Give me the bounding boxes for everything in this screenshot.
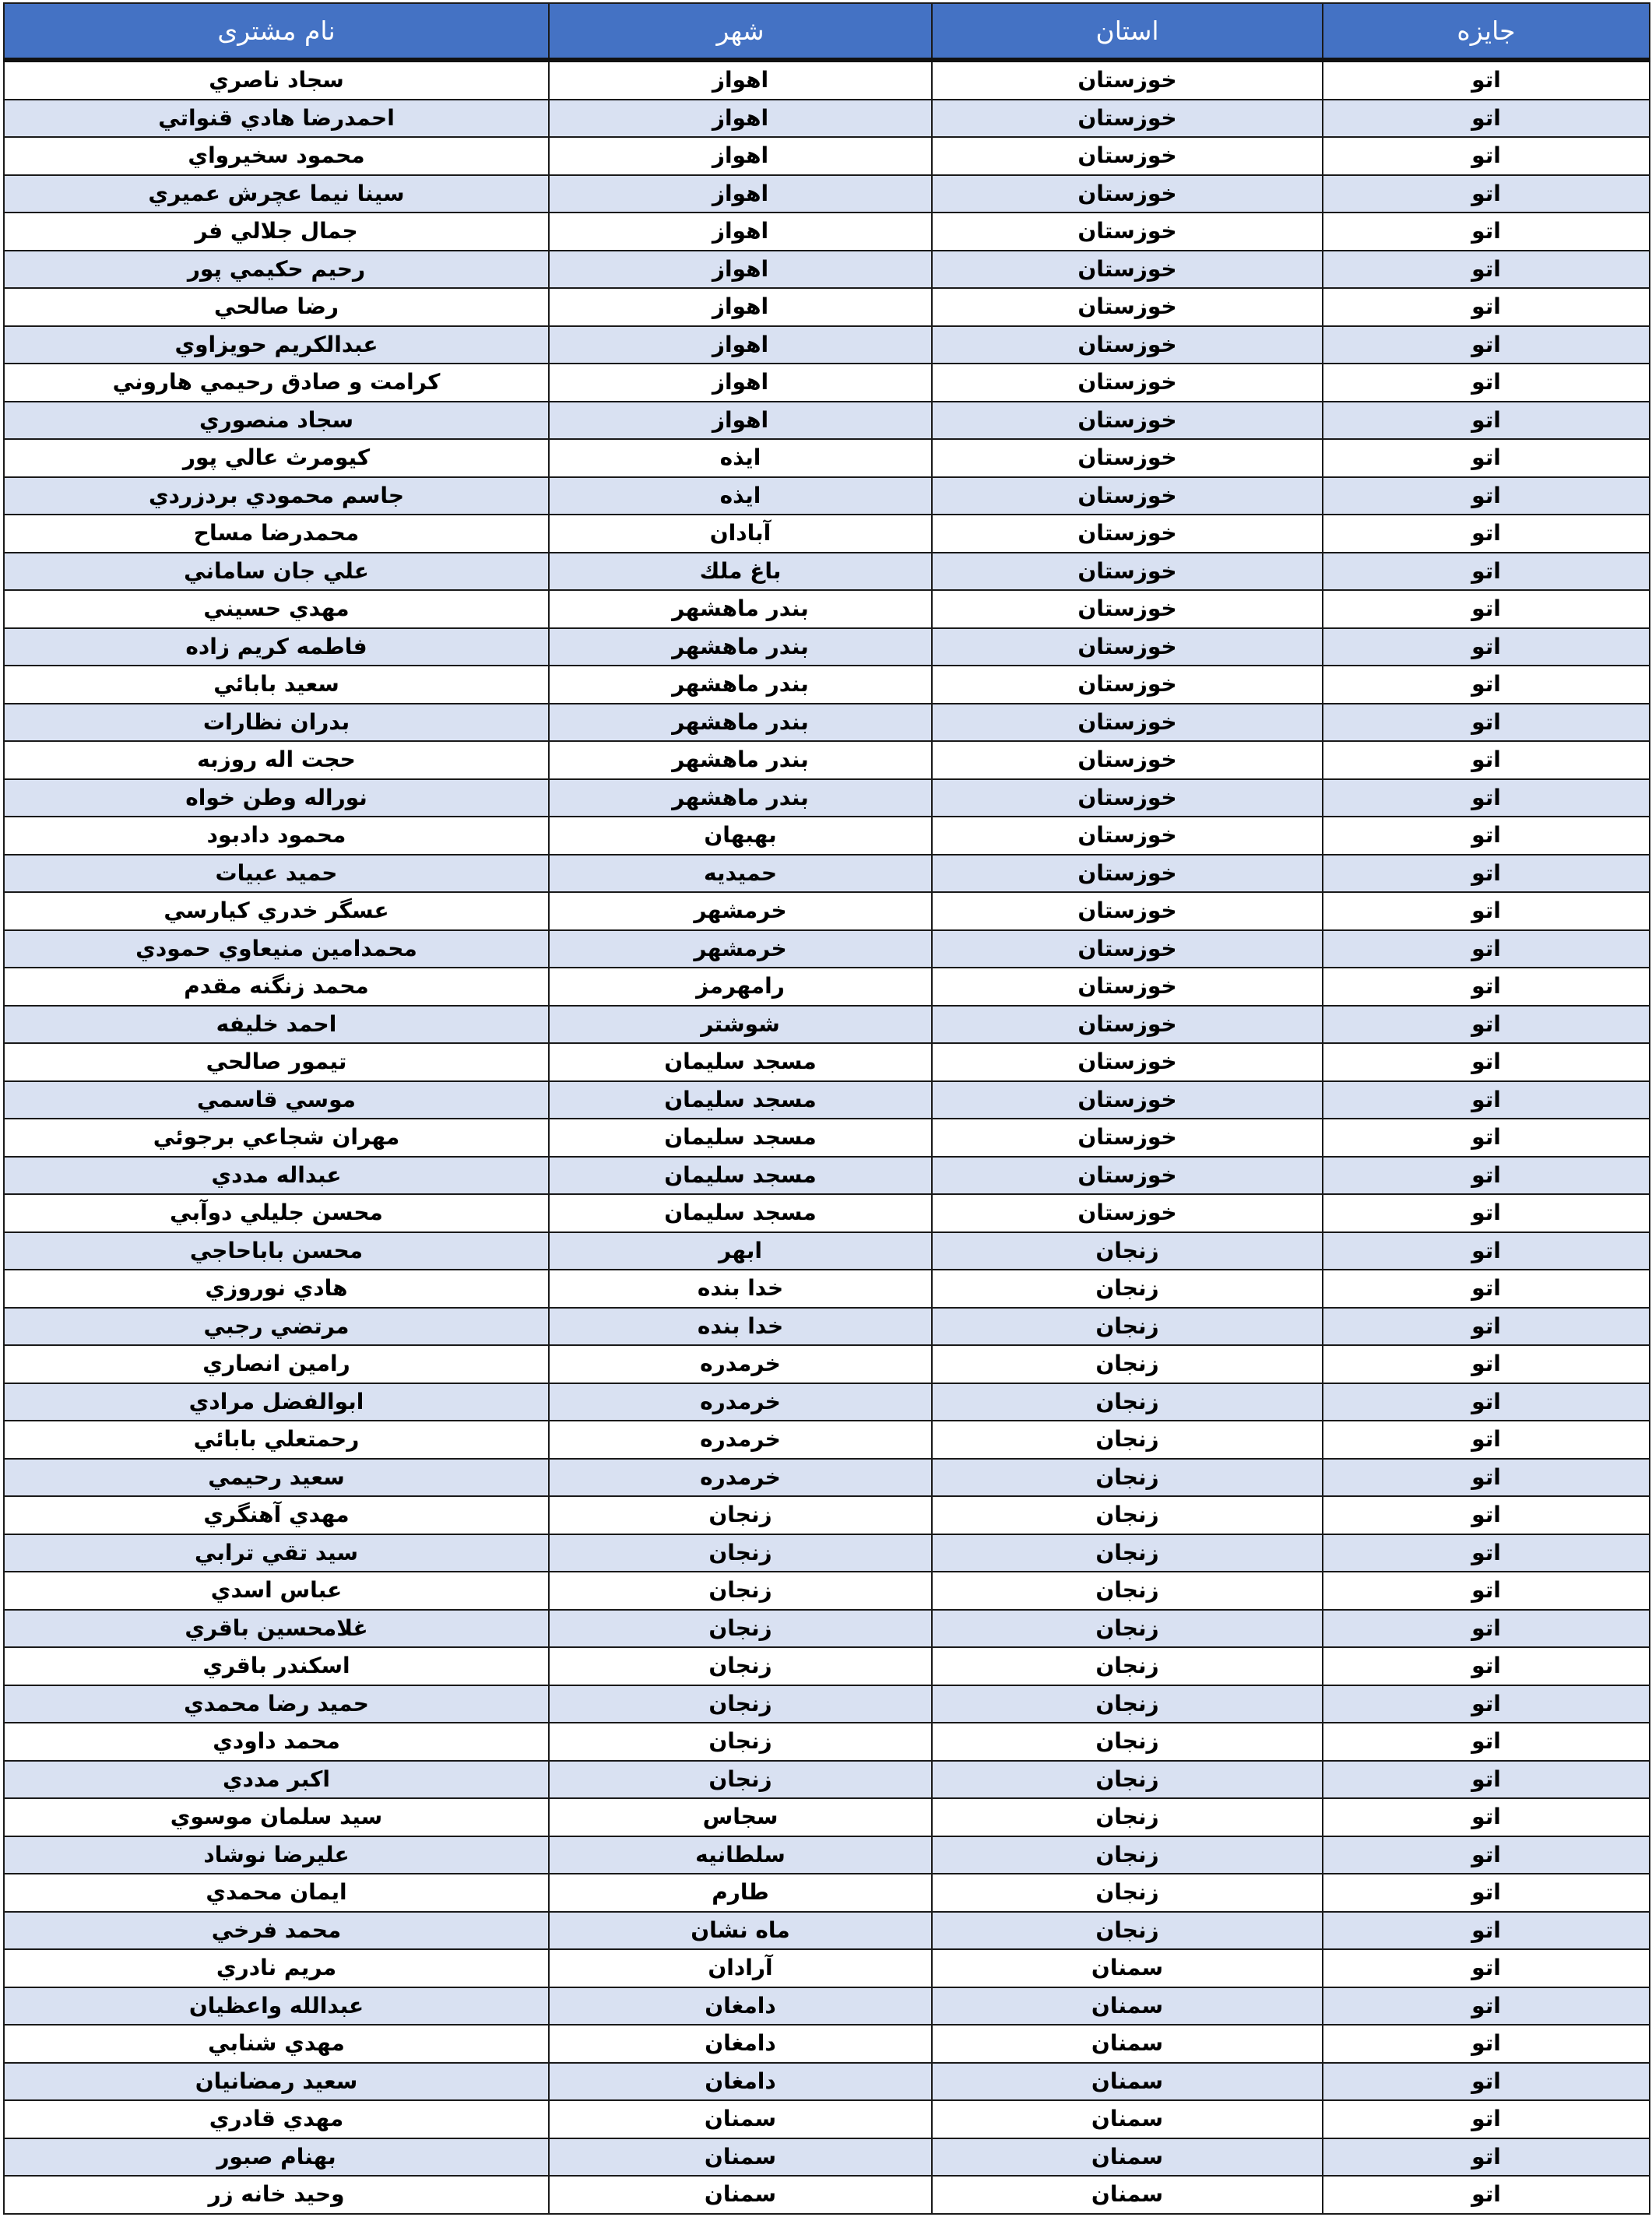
cell-prize: اتو — [1323, 1496, 1650, 1534]
cell-province: خوزستان — [932, 439, 1323, 477]
cell-city: باغ ملك — [549, 553, 932, 591]
cell-customer-name: مريم نادري — [4, 1949, 549, 1987]
cell-customer-name: مهدي شنابي — [4, 2025, 549, 2063]
table-row — [4, 1949, 1650, 1987]
cell-customer-name: غلامحسين باقري — [4, 1610, 549, 1648]
cell-customer-name: محمدامين منيعاوي حمودي — [4, 930, 549, 968]
cell-prize: اتو — [1323, 1081, 1650, 1119]
cell-prize: اتو — [1323, 1421, 1650, 1459]
cell-province: زنجان — [932, 1685, 1323, 1723]
cell-prize: اتو — [1323, 968, 1650, 1006]
table-row — [4, 1496, 1650, 1534]
table-row — [4, 628, 1650, 666]
cell-province: زنجان — [932, 1610, 1323, 1648]
cell-prize: اتو — [1323, 817, 1650, 855]
table-row — [4, 1610, 1650, 1648]
header-prize: جایزه — [1323, 3, 1650, 60]
table-row — [4, 1308, 1650, 1346]
cell-province: سمنان — [932, 1949, 1323, 1987]
cell-prize: اتو — [1323, 364, 1650, 402]
cell-city: سجاس — [549, 1798, 932, 1836]
cell-province: خوزستان — [932, 288, 1323, 326]
cell-city: خدا بنده — [549, 1308, 932, 1346]
table-row — [4, 1157, 1650, 1195]
cell-prize: اتو — [1323, 628, 1650, 666]
cell-customer-name: سعيد رمضانيان — [4, 2063, 549, 2101]
header-city: شهر — [549, 3, 932, 60]
cell-city: اهواز — [549, 326, 932, 364]
cell-province: سمنان — [932, 2063, 1323, 2101]
cell-customer-name: كرامت و صادق رحيمي هاروني — [4, 364, 549, 402]
table-row — [4, 515, 1650, 553]
cell-province: خوزستان — [932, 251, 1323, 289]
table-row — [4, 553, 1650, 591]
cell-customer-name: عبدالكريم حويزاوي — [4, 326, 549, 364]
cell-customer-name: مرتضي رجبي — [4, 1308, 549, 1346]
cell-customer-name: محمود سخيرواي — [4, 137, 549, 175]
cell-city: خرمشهر — [549, 930, 932, 968]
cell-province: زنجان — [932, 1232, 1323, 1270]
cell-city: مسجد سليمان — [549, 1157, 932, 1195]
cell-province: سمنان — [932, 2176, 1323, 2214]
table-row — [4, 326, 1650, 364]
cell-province: خوزستان — [932, 364, 1323, 402]
cell-prize: اتو — [1323, 1232, 1650, 1270]
cell-city: مسجد سليمان — [549, 1119, 932, 1157]
cell-province: زنجان — [932, 1308, 1323, 1346]
winners-table — [3, 2, 1650, 2215]
cell-city: بندر ماهشهر — [549, 704, 932, 742]
table-row — [4, 1534, 1650, 1572]
cell-city: طارم — [549, 1874, 932, 1912]
cell-customer-name: رحيم حكيمي پور — [4, 251, 549, 289]
cell-prize: اتو — [1323, 60, 1650, 100]
cell-prize: اتو — [1323, 1270, 1650, 1308]
cell-province: خوزستان — [932, 1006, 1323, 1044]
cell-customer-name: رضا صالحي — [4, 288, 549, 326]
cell-city: آرادان — [549, 1949, 932, 1987]
header-customer-name: نام مشتری — [4, 3, 549, 60]
table-row — [4, 402, 1650, 440]
cell-prize: اتو — [1323, 213, 1650, 251]
table-row — [4, 1194, 1650, 1232]
cell-city: زنجان — [549, 1496, 932, 1534]
cell-city: رامهرمز — [549, 968, 932, 1006]
table-row — [4, 175, 1650, 213]
cell-city: خرمشهر — [549, 892, 932, 930]
cell-prize: اتو — [1323, 930, 1650, 968]
cell-province: خوزستان — [932, 855, 1323, 893]
table-row — [4, 213, 1650, 251]
cell-city: دامغان — [549, 1987, 932, 2026]
cell-prize: اتو — [1323, 251, 1650, 289]
cell-prize: اتو — [1323, 1761, 1650, 1799]
cell-prize: اتو — [1323, 1987, 1650, 2026]
cell-customer-name: حميد عبيات — [4, 855, 549, 893]
cell-province: خوزستان — [932, 590, 1323, 628]
cell-customer-name: احمدرضا هادي قنواتي — [4, 100, 549, 138]
cell-prize: اتو — [1323, 515, 1650, 553]
table-row — [4, 137, 1650, 175]
cell-province: زنجان — [932, 1761, 1323, 1799]
cell-city: بهبهان — [549, 817, 932, 855]
cell-customer-name: نوراله وطن خواه — [4, 779, 549, 817]
cell-province: زنجان — [932, 1874, 1323, 1912]
table-row — [4, 1270, 1650, 1308]
cell-prize: اتو — [1323, 1383, 1650, 1421]
cell-province: زنجان — [932, 1798, 1323, 1836]
cell-province: زنجان — [932, 1383, 1323, 1421]
cell-province: خوزستان — [932, 1081, 1323, 1119]
cell-province: خوزستان — [932, 968, 1323, 1006]
cell-prize: اتو — [1323, 1157, 1650, 1195]
table-row — [4, 2176, 1650, 2214]
table-row — [4, 1761, 1650, 1799]
cell-customer-name: جاسم محمودي بردزردي — [4, 477, 549, 515]
cell-city: اهواز — [549, 137, 932, 175]
cell-prize: اتو — [1323, 741, 1650, 779]
cell-city: مسجد سليمان — [549, 1081, 932, 1119]
table-row — [4, 1006, 1650, 1044]
cell-prize: اتو — [1323, 1874, 1650, 1912]
cell-province: سمنان — [932, 1987, 1323, 2026]
cell-city: اهواز — [549, 175, 932, 213]
table-row — [4, 2063, 1650, 2101]
cell-province: زنجان — [932, 1836, 1323, 1874]
table-row — [4, 2100, 1650, 2138]
cell-province: خوزستان — [932, 628, 1323, 666]
cell-prize: اتو — [1323, 1194, 1650, 1232]
cell-city: ايذه — [549, 439, 932, 477]
cell-province: خوزستان — [932, 1043, 1323, 1081]
cell-city: اهواز — [549, 100, 932, 138]
cell-city: زنجان — [549, 1610, 932, 1648]
cell-province: خوزستان — [932, 60, 1323, 100]
cell-city: بندر ماهشهر — [549, 741, 932, 779]
cell-prize: اتو — [1323, 137, 1650, 175]
cell-province: خوزستان — [932, 930, 1323, 968]
cell-city: دامغان — [549, 2025, 932, 2063]
table-row — [4, 1232, 1650, 1270]
cell-customer-name: حجت اله روزبه — [4, 741, 549, 779]
cell-customer-name: موسي قاسمي — [4, 1081, 549, 1119]
table-row — [4, 779, 1650, 817]
cell-city: سمنان — [549, 2100, 932, 2138]
table-row — [4, 930, 1650, 968]
cell-province: سمنان — [932, 2138, 1323, 2177]
cell-customer-name: ابوالفضل مرادي — [4, 1383, 549, 1421]
cell-prize: اتو — [1323, 1723, 1650, 1761]
cell-city: سمنان — [549, 2138, 932, 2177]
cell-customer-name: سيد سلمان موسوي — [4, 1798, 549, 1836]
cell-prize: اتو — [1323, 1006, 1650, 1044]
table-row — [4, 1987, 1650, 2026]
cell-prize: اتو — [1323, 1949, 1650, 1987]
cell-province: خوزستان — [932, 892, 1323, 930]
cell-province: زنجان — [932, 1421, 1323, 1459]
cell-customer-name: رامين انصاري — [4, 1345, 549, 1383]
cell-city: ابهر — [549, 1232, 932, 1270]
cell-city: خرمدره — [549, 1459, 932, 1497]
cell-customer-name: محسن جليلي دوآبي — [4, 1194, 549, 1232]
cell-customer-name: عبداله مددي — [4, 1157, 549, 1195]
cell-city: اهواز — [549, 213, 932, 251]
table-row — [4, 1421, 1650, 1459]
table-row — [4, 1723, 1650, 1761]
cell-prize: اتو — [1323, 100, 1650, 138]
table-row — [4, 251, 1650, 289]
table-row — [4, 1345, 1650, 1383]
cell-city: مسجد سليمان — [549, 1194, 932, 1232]
cell-prize: اتو — [1323, 2063, 1650, 2101]
cell-province: خوزستان — [932, 213, 1323, 251]
cell-prize: اتو — [1323, 326, 1650, 364]
cell-prize: اتو — [1323, 2138, 1650, 2177]
cell-prize: اتو — [1323, 590, 1650, 628]
cell-province: خوزستان — [932, 817, 1323, 855]
cell-customer-name: جمال جلالي فر — [4, 213, 549, 251]
cell-customer-name: محسن باباحاجي — [4, 1232, 549, 1270]
cell-prize: اتو — [1323, 1685, 1650, 1723]
table-row — [4, 704, 1650, 742]
cell-city: شوشتر — [549, 1006, 932, 1044]
cell-city: زنجان — [549, 1685, 932, 1723]
cell-customer-name: هادي نوروزي — [4, 1270, 549, 1308]
cell-city: زنجان — [549, 1572, 932, 1610]
table-row — [4, 1912, 1650, 1950]
table-row — [4, 1874, 1650, 1912]
cell-prize: اتو — [1323, 2100, 1650, 2138]
cell-prize: اتو — [1323, 1912, 1650, 1950]
cell-province: خوزستان — [932, 553, 1323, 591]
cell-city: زنجان — [549, 1647, 932, 1685]
cell-province: خوزستان — [932, 1157, 1323, 1195]
cell-prize: اتو — [1323, 1308, 1650, 1346]
cell-city: بندر ماهشهر — [549, 590, 932, 628]
table-row — [4, 1685, 1650, 1723]
cell-city: اهواز — [549, 288, 932, 326]
cell-province: خوزستان — [932, 175, 1323, 213]
cell-prize: اتو — [1323, 175, 1650, 213]
cell-province: خوزستان — [932, 704, 1323, 742]
cell-customer-name: علي جان ساماني — [4, 553, 549, 591]
cell-customer-name: سعيد بابائي — [4, 666, 549, 704]
table-row — [4, 1572, 1650, 1610]
cell-prize: اتو — [1323, 892, 1650, 930]
table-row — [4, 1798, 1650, 1836]
table-row — [4, 477, 1650, 515]
cell-customer-name: بهنام صبور — [4, 2138, 549, 2177]
cell-province: زنجان — [932, 1572, 1323, 1610]
table-row — [4, 666, 1650, 704]
table-row — [4, 1836, 1650, 1874]
cell-prize: اتو — [1323, 477, 1650, 515]
cell-province: خوزستان — [932, 402, 1323, 440]
cell-city: دامغان — [549, 2063, 932, 2101]
table-row — [4, 364, 1650, 402]
cell-customer-name: مهدي حسيني — [4, 590, 549, 628]
cell-province: خوزستان — [932, 741, 1323, 779]
cell-customer-name: عبدالله واعظيان — [4, 1987, 549, 2026]
cell-customer-name: مهدي آهنگري — [4, 1496, 549, 1534]
cell-province: زنجان — [932, 1345, 1323, 1383]
cell-city: سلطانيه — [549, 1836, 932, 1874]
cell-city: بندر ماهشهر — [549, 628, 932, 666]
cell-city: خدا بنده — [549, 1270, 932, 1308]
cell-city: اهواز — [549, 251, 932, 289]
table-row — [4, 817, 1650, 855]
cell-customer-name: محمد فرخي — [4, 1912, 549, 1950]
cell-prize: اتو — [1323, 439, 1650, 477]
cell-city: مسجد سليمان — [549, 1043, 932, 1081]
cell-customer-name: حميد رضا محمدي — [4, 1685, 549, 1723]
cell-prize: اتو — [1323, 1572, 1650, 1610]
table-row — [4, 1647, 1650, 1685]
cell-city: بندر ماهشهر — [549, 779, 932, 817]
cell-city: اهواز — [549, 402, 932, 440]
cell-prize: اتو — [1323, 288, 1650, 326]
table-row — [4, 892, 1650, 930]
cell-prize: اتو — [1323, 553, 1650, 591]
cell-province: زنجان — [932, 1723, 1323, 1761]
cell-city: خرمدره — [549, 1383, 932, 1421]
table-row — [4, 2025, 1650, 2063]
table-row — [4, 590, 1650, 628]
cell-city: اهواز — [549, 60, 932, 100]
cell-prize: اتو — [1323, 402, 1650, 440]
table-row — [4, 100, 1650, 138]
cell-province: خوزستان — [932, 779, 1323, 817]
table-row — [4, 1119, 1650, 1157]
cell-customer-name: محمدرضا مساح — [4, 515, 549, 553]
table-row — [4, 439, 1650, 477]
cell-province: سمنان — [932, 2025, 1323, 2063]
cell-customer-name: كيومرث عالي پور — [4, 439, 549, 477]
cell-customer-name: بدران نظارات — [4, 704, 549, 742]
cell-customer-name: فاطمه كريم زاده — [4, 628, 549, 666]
cell-customer-name: اسكندر باقري — [4, 1647, 549, 1685]
header-province: استان — [932, 3, 1323, 60]
cell-city: خرمدره — [549, 1345, 932, 1383]
cell-customer-name: مهدي قادري — [4, 2100, 549, 2138]
cell-customer-name: محمد زنگنه مقدم — [4, 968, 549, 1006]
cell-city: بندر ماهشهر — [549, 666, 932, 704]
table-row — [4, 1383, 1650, 1421]
cell-prize: اتو — [1323, 1610, 1650, 1648]
cell-prize: اتو — [1323, 666, 1650, 704]
table-row — [4, 968, 1650, 1006]
cell-city: ماه نشان — [549, 1912, 932, 1950]
cell-city: حميديه — [549, 855, 932, 893]
cell-prize: اتو — [1323, 1459, 1650, 1497]
cell-prize: اتو — [1323, 1647, 1650, 1685]
cell-prize: اتو — [1323, 779, 1650, 817]
cell-customer-name: سجاد ناصري — [4, 60, 549, 100]
cell-customer-name: سعيد رحيمي — [4, 1459, 549, 1497]
cell-prize: اتو — [1323, 2025, 1650, 2063]
cell-customer-name: مهران شجاعي برجوئي — [4, 1119, 549, 1157]
table-row — [4, 288, 1650, 326]
cell-customer-name: عسگر خدري كيارسي — [4, 892, 549, 930]
table-row — [4, 1081, 1650, 1119]
cell-province: خوزستان — [932, 515, 1323, 553]
cell-customer-name: محمود دادبود — [4, 817, 549, 855]
cell-city: زنجان — [549, 1534, 932, 1572]
cell-province: خوزستان — [932, 666, 1323, 704]
cell-province: زنجان — [932, 1459, 1323, 1497]
cell-city: اهواز — [549, 364, 932, 402]
cell-customer-name: اكبر مددي — [4, 1761, 549, 1799]
cell-city: خرمدره — [549, 1421, 932, 1459]
cell-customer-name: عليرضا نوشاد — [4, 1836, 549, 1874]
cell-province: خوزستان — [932, 100, 1323, 138]
cell-customer-name: تيمور صالحي — [4, 1043, 549, 1081]
cell-customer-name: سينا نيما عچرش عميري — [4, 175, 549, 213]
cell-province: زنجان — [932, 1534, 1323, 1572]
cell-customer-name: رحمتعلي بابائي — [4, 1421, 549, 1459]
cell-customer-name: احمد خليفه — [4, 1006, 549, 1044]
cell-prize: اتو — [1323, 855, 1650, 893]
table-body — [4, 60, 1650, 2214]
cell-province: خوزستان — [932, 1194, 1323, 1232]
cell-province: زنجان — [932, 1912, 1323, 1950]
cell-province: زنجان — [932, 1270, 1323, 1308]
table-row — [4, 855, 1650, 893]
cell-prize: اتو — [1323, 1043, 1650, 1081]
cell-customer-name: محمد داودي — [4, 1723, 549, 1761]
table-row — [4, 1459, 1650, 1497]
cell-province: خوزستان — [932, 1119, 1323, 1157]
cell-customer-name: وحيد خانه زر — [4, 2176, 549, 2214]
cell-city: زنجان — [549, 1761, 932, 1799]
cell-city: زنجان — [549, 1723, 932, 1761]
table-row — [4, 60, 1650, 100]
cell-customer-name: عباس اسدي — [4, 1572, 549, 1610]
cell-prize: اتو — [1323, 1119, 1650, 1157]
table-row — [4, 1043, 1650, 1081]
header-row — [4, 3, 1650, 60]
cell-prize: اتو — [1323, 1798, 1650, 1836]
cell-prize: اتو — [1323, 704, 1650, 742]
table-row — [4, 741, 1650, 779]
cell-prize: اتو — [1323, 1836, 1650, 1874]
cell-prize: اتو — [1323, 2176, 1650, 2214]
cell-customer-name: ايمان محمدي — [4, 1874, 549, 1912]
cell-province: زنجان — [932, 1647, 1323, 1685]
cell-province: خوزستان — [932, 326, 1323, 364]
cell-prize: اتو — [1323, 1345, 1650, 1383]
cell-city: آبادان — [549, 515, 932, 553]
table-row — [4, 2138, 1650, 2177]
cell-province: سمنان — [932, 2100, 1323, 2138]
cell-province: خوزستان — [932, 477, 1323, 515]
cell-customer-name: سجاد منصوري — [4, 402, 549, 440]
cell-province: زنجان — [932, 1496, 1323, 1534]
cell-customer-name: سيد تقي ترابي — [4, 1534, 549, 1572]
cell-city: سمنان — [549, 2176, 932, 2214]
cell-city: ايذه — [549, 477, 932, 515]
cell-province: خوزستان — [932, 137, 1323, 175]
cell-prize: اتو — [1323, 1534, 1650, 1572]
table-header — [4, 3, 1650, 60]
